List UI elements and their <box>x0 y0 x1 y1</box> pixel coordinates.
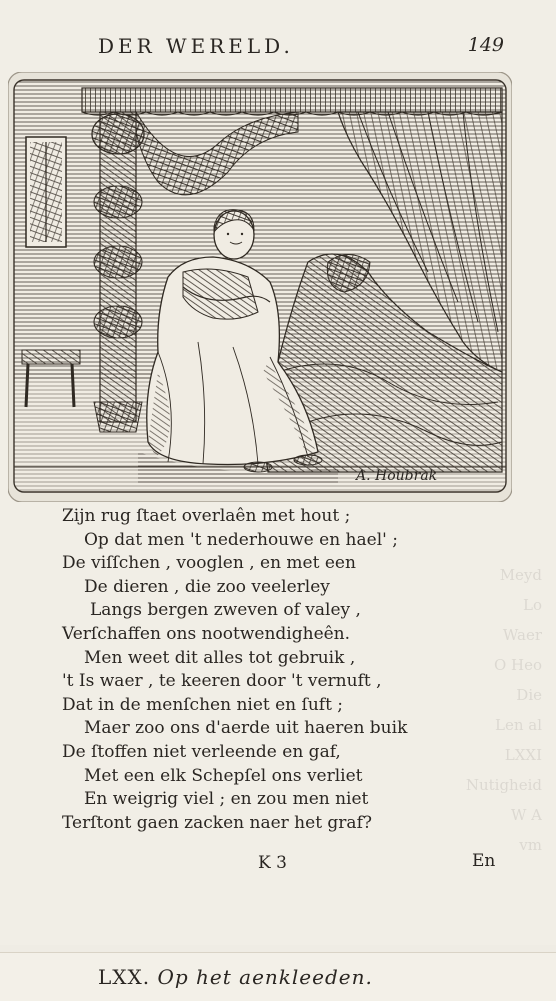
next-chapter-slip <box>0 952 556 1001</box>
show-through-text: Meyd Lo Waer O Heo Die Len al LXXI Nutigheid W A vm <box>465 566 542 854</box>
verse-line: 't Is waer , te keeren door 't vernuft , <box>62 671 382 692</box>
verse-line: Langs bergen zweven of valey , <box>90 600 361 621</box>
verse-block <box>0 505 556 835</box>
running-title: DER WERELD. <box>98 34 294 58</box>
verse-line: Terſtont gaen zacken naer het graf? <box>62 812 372 833</box>
verse-line: Verſchaffen ons nootwendigheên. <box>62 624 351 644</box>
verse-line: Maer zoo ons d'aerde uit haeren buik <box>84 718 408 739</box>
verse-line: De viſſchen , vooglen , en met een <box>62 553 356 574</box>
verse-line: De ſtoffen niet verleende en gaf, <box>62 742 341 762</box>
engraving-illustration <box>8 72 512 502</box>
verse-line: Op dat men 't nederhouwe en hael' ; <box>84 529 398 550</box>
next-chapter-heading <box>98 965 373 989</box>
page-header <box>0 34 556 64</box>
verse-line: Met een elk Schepſel ons verliet <box>84 765 363 786</box>
verse-line: Dat in de menſchen niet en ſuft ; <box>62 694 344 715</box>
signature-mark: K 3 <box>258 853 287 873</box>
catchword: En <box>472 851 496 871</box>
verse-line: Zijn rug ſtaet overlaên met hout ; <box>62 506 351 526</box>
verse-line: En weigrig viel ; en zou men niet <box>84 789 369 810</box>
verse-line: Men weet dit alles tot gebruik , <box>84 647 356 668</box>
artist-signature: A. Houbrak <box>356 468 438 484</box>
chapter-number: LXX. <box>98 965 151 989</box>
chapter-title: Op het aenkleeden. <box>157 965 373 989</box>
page-number: 149 <box>467 34 504 56</box>
verse-line: De dieren , die zoo veelerley <box>84 576 330 597</box>
